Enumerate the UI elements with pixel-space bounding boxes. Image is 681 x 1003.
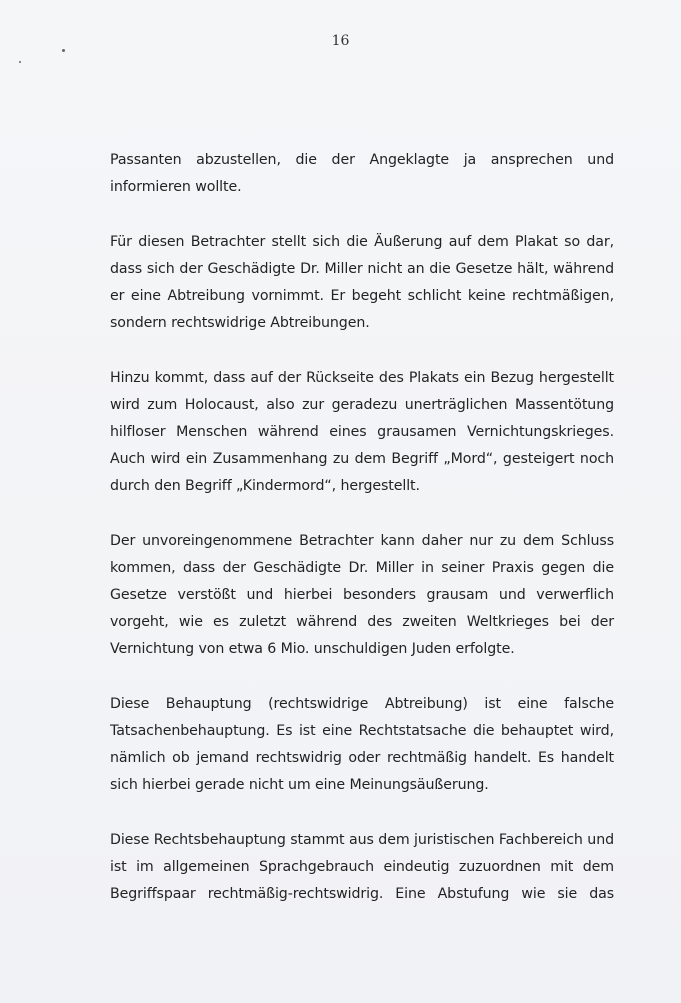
body-text <box>110 147 614 936</box>
paragraph-3: Hinzu kommt, dass auf der Rückseite des Plakats ein Bezug hergestellt wird zum Holocaust, also zur geradezu unerträglichen Massentötung hilfloser Menschen während eines grausamen Vernichtungskrieges. Auch wird ein Zusammenhang zu dem Begriff „Mord“, gesteigert noch durch den Begriff „Kindermord“, hergestellt. <box>110 370 614 494</box>
paragraph-1: Passanten abzustellen, die der Angeklagte ja ansprechen und informieren wollte. <box>110 152 614 195</box>
paragraph-4: Der unvoreingenommene Betrachter kann daher nur zu dem Schluss kommen, dass der Geschädigte Dr. Miller in seiner Praxis gegen die Gesetze verstößt und hierbei besonders grausam und verwerflich vorgeht, wie es zuletzt während des zweiten Weltkrieges bei der Vernichtung von etwa 6 Mio. unschuldigen Juden erfolgte. <box>110 533 614 657</box>
scan-speck <box>62 49 65 52</box>
paragraph-2: Für diesen Betrachter stellt sich die Äußerung auf dem Plakat so dar, dass sich der Geschädigte Dr. Miller nicht an die Gesetze hält, während er eine Abtreibung vornimmt. Er begeht schlicht keine rechtmäßigen, sondern rechtswidrige Abtreibungen. <box>110 234 614 331</box>
page-number: 16 <box>331 33 350 49</box>
paragraph-5: Diese Behauptung (rechtswidrige Abtreibung) ist eine falsche Tatsachenbehauptung. Es ist eine Rechtstatsache die behauptet wird, nämlich ob jemand rechtswidrig oder rechtmäßig handelt. Es handelt sich hierbei gerade nicht um eine Meinungsäußerung. <box>110 696 614 793</box>
scan-speck <box>19 61 21 63</box>
paragraph-6: Diese Rechtsbehauptung stammt aus dem juristischen Fachbereich und ist im allgemeinen Sprachgebrauch eindeutig zuzuordnen mit dem Begriffspaar rechtmäßig-rechtswidrig. Eine Abstufung wie sie das <box>110 832 614 902</box>
